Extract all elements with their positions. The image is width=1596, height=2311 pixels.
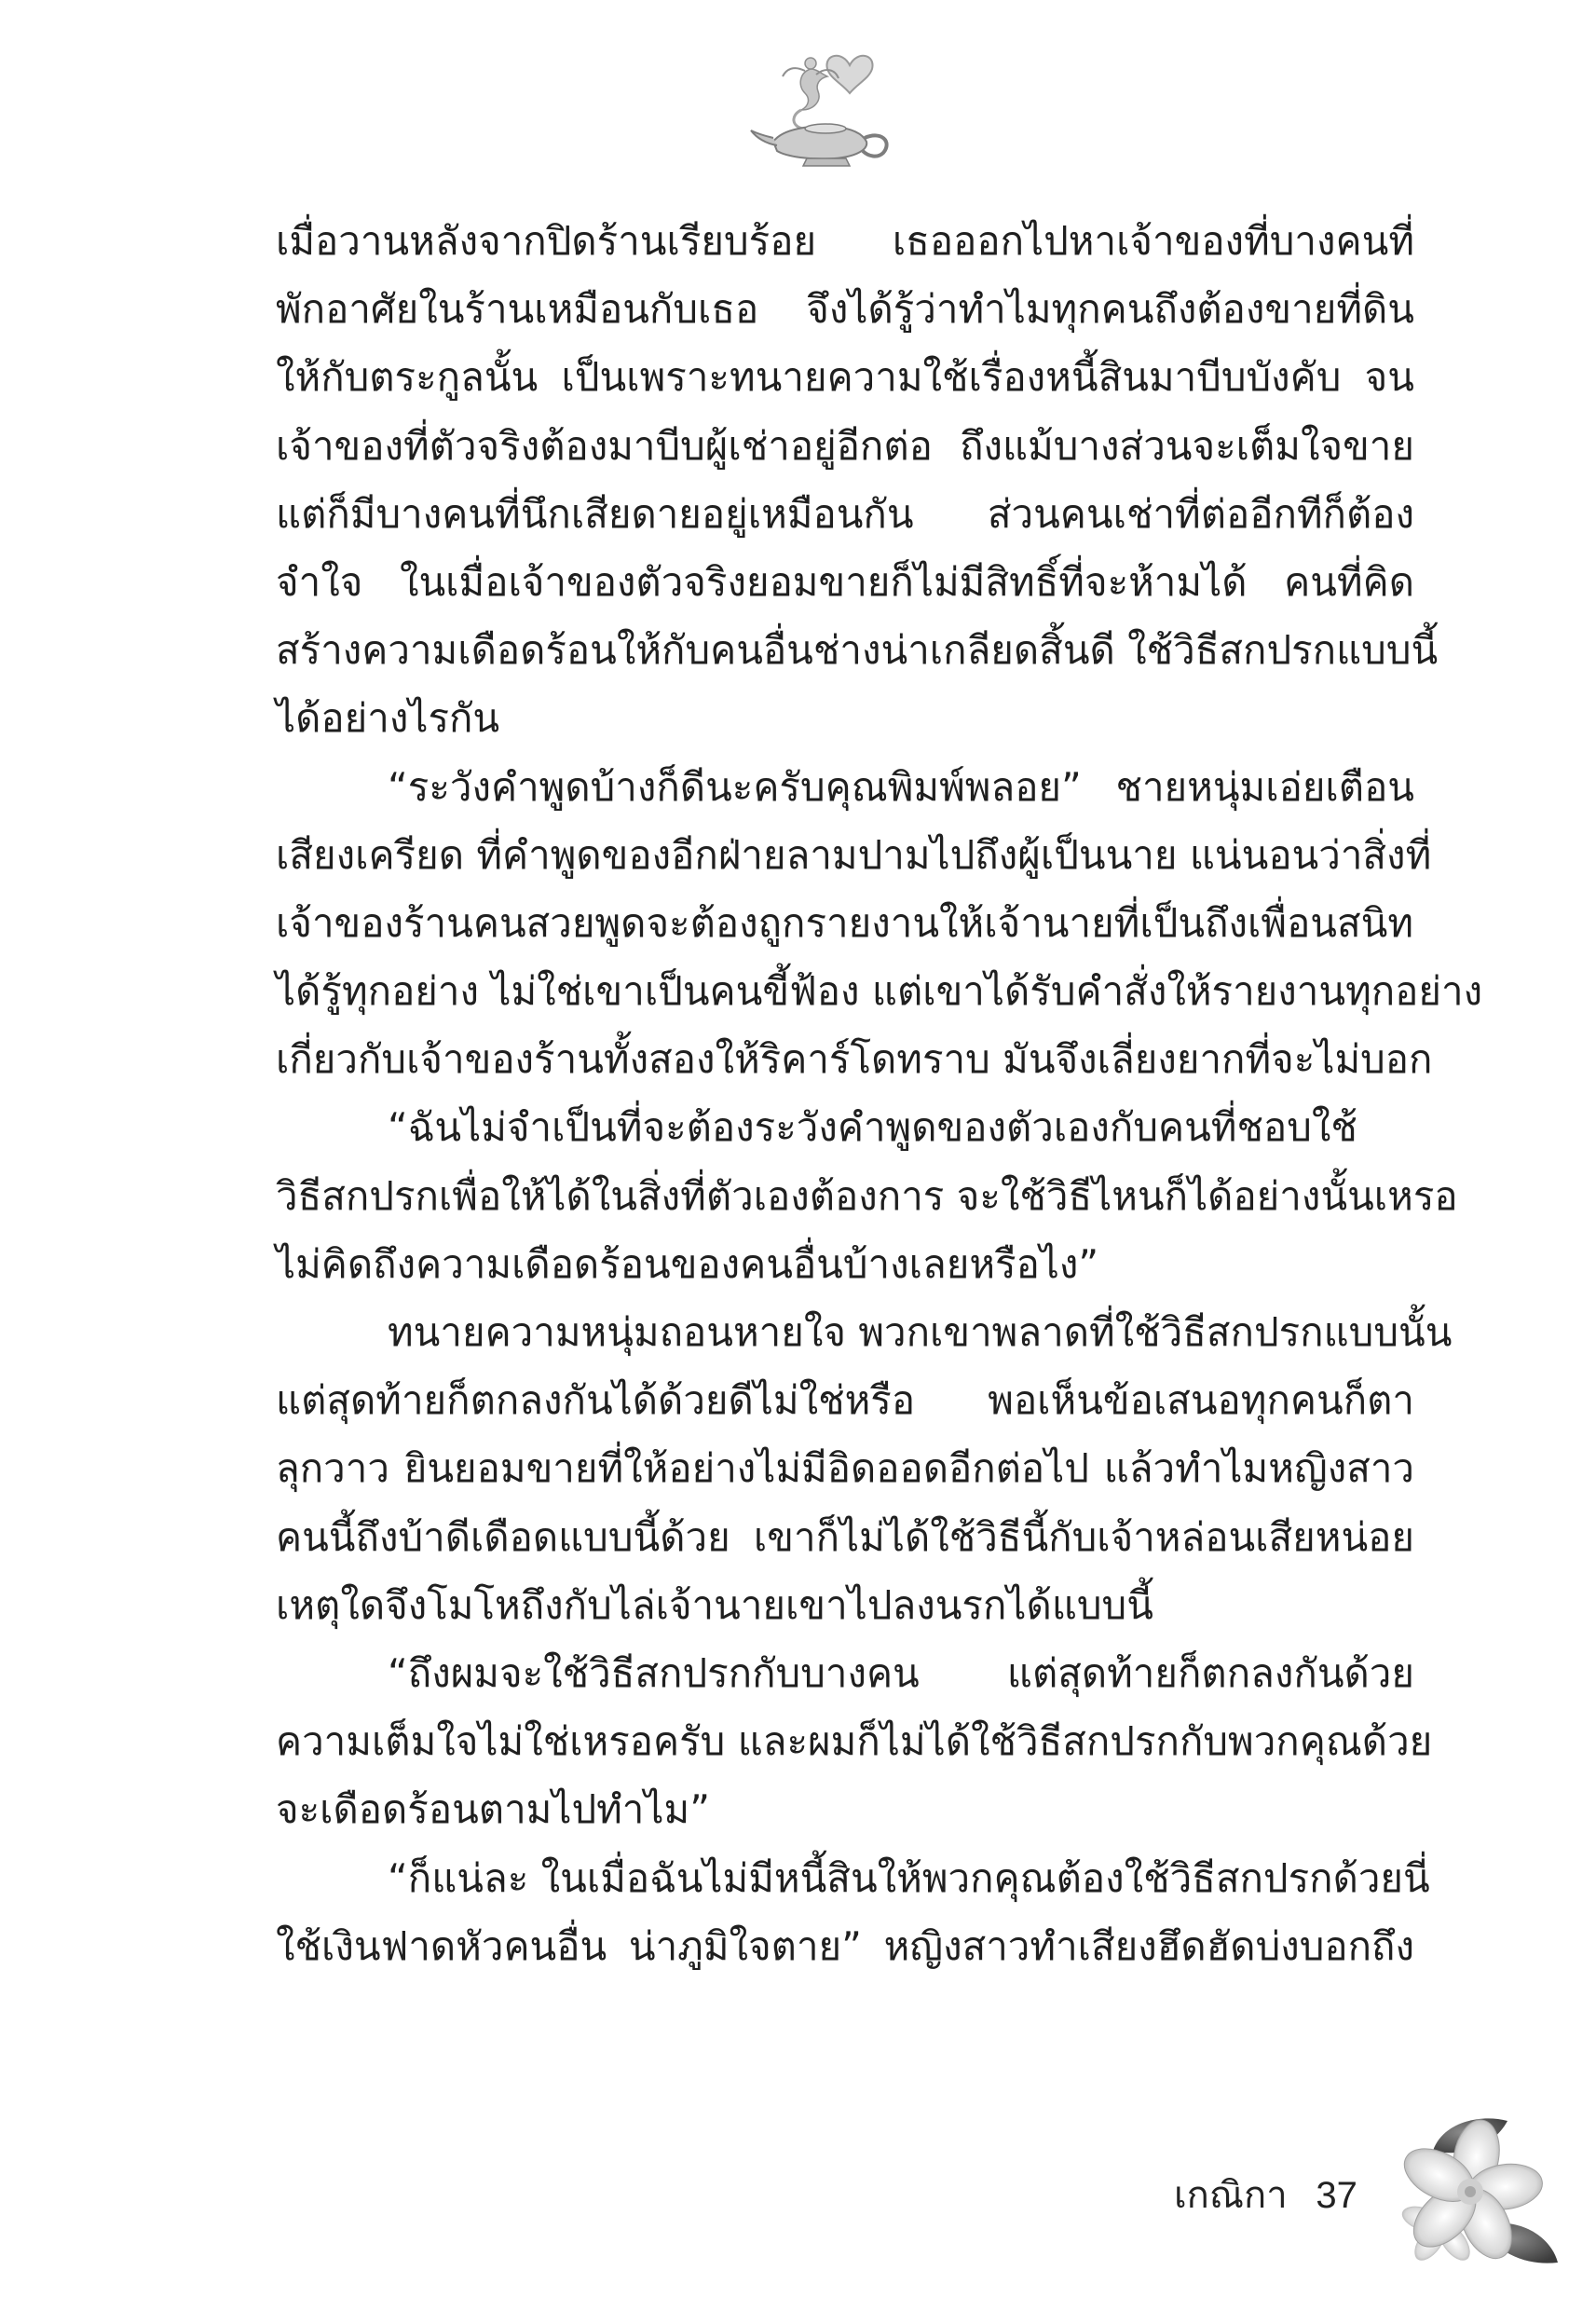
book-title: เกณิกา [1174,2174,1288,2217]
text-line: เจ้าของร้านคนสวยพูดจะต้องถูกรายงานให้เจ้านายที่เป็นถึงเพื่อนสนิท [276,899,1414,946]
text-line: ให้กับตระกูลนั้น เป็นเพราะทนายความใช้เรื่องหนี้สินมาบีบบังคับ จน [276,354,1414,401]
text-line: “ก็แน่ละ ในเมื่อฉันไม่มีหนี้สินให้พวกคุณต้องใช้วิธีสกปรกด้วยนี่ [388,1854,1430,1901]
paragraph [276,753,1483,1094]
text-line: ได้อย่างไรกัน [276,695,500,742]
frangipani-flower-icon [1377,2113,1560,2277]
text-line: เหตุใดจึงโมโหถึงกับไล่เจ้านายเขาไปลงนรกได้แบบนี้ [276,1581,1153,1628]
text-line: “ฉันไม่จำเป็นที่จะต้องระวังคำพูดของตัวเองกับคนที่ชอบใช้ [388,1104,1357,1151]
paragraph [276,1639,1433,1844]
text-line: ไม่คิดถึงความเดือดร้อนของคนอื่นบ้างเลยหรือไง” [276,1240,1099,1287]
paragraph [276,207,1439,753]
text-line: ทนายความหนุ่มถอนหายใจ พวกเขาพลาดที่ใช้วิธีสกปรกแบบนั้น [388,1309,1453,1355]
text-line: ได้รู้ทุกอย่าง ไม่ใช่เขาเป็นคนขี้ฟ้อง แต่เขาได้รับคำสั่งให้รายงานทุกอย่าง [276,968,1483,1015]
page-number: 37 [1316,2175,1357,2216]
text-line: เมื่อวานหลังจากปิดร้านเรียบร้อย เธอออกไปหาเจ้าของที่บางคนที่ [276,218,1414,264]
text-line: ใช้เงินฟาดหัวคนอื่น น่าภูมิใจตาย” หญิงสาวทำเสียงฮึดฮัดบ่งบอกถึง [276,1922,1414,1969]
text-line: วิธีสกปรกเพื่อให้ได้ในสิ่งที่ตัวเองต้องการ จะใช้วิธีไหนก็ได้อย่างนั้นเหรอ [276,1172,1458,1219]
text-line: “ระวังคำพูดบ้างก็ดีนะครับคุณพิมพ์พลอย” ชายหนุ่มเอ่ยเตือน [388,763,1414,810]
genie-lamp-ornament-icon [745,41,913,171]
text-line: ลุกวาว ยินยอมขายที่ให้อย่างไม่มีอิดออดอีกต่อไป แล้วทำไมหญิงสาว [276,1445,1414,1492]
text-line: เสียงเครียด ที่คำพูดของอีกฝ่ายลามปามไปถึงผู้เป็นนาย แน่นอนว่าสิ่งที่ [276,831,1432,878]
text-line: คนนี้ถึงบ้าดีเดือดแบบนี้ด้วย เขาก็ไม่ได้ใช้วิธีนี้กับเจ้าหล่อนเสียหน่อย [276,1513,1414,1560]
text-line: แต่ก็มีบางคนที่นึกเสียดายอยู่เหมือนกัน ส่วนคนเช่าที่ต่ออีกทีก็ต้อง [276,490,1414,537]
text-line: พักอาศัยในร้านเหมือนกับเธอ จึงได้รู้ว่าทำไมทุกคนถึงต้องขายที่ดิน [276,286,1414,333]
text-line: แต่สุดท้ายก็ตกลงกันได้ด้วยดีไม่ใช่หรือ พอเห็นข้อเสนอทุกคนก็ตา [276,1377,1414,1424]
text-line: จำใจ ในเมื่อเจ้าของตัวจริงยอมขายก็ไม่มีสิทธิ์ที่จะห้ามได้ คนที่คิด [276,558,1414,605]
text-line: “ถึงผมจะใช้วิธีสกปรกกับบางคน แต่สุดท้ายก็ตกลงกันด้วย [388,1649,1414,1696]
paragraph [276,1844,1430,1980]
page-footer [1174,2167,1379,2223]
text-line: สร้างความเดือดร้อนให้กับคนอื่นช่างน่าเกลียดสิ้นดี ใช้วิธีสกปรกแบบนี้ [276,627,1439,674]
text-line: เจ้าของที่ตัวจริงต้องมาบีบผู้เช่าอยู่อีกต่อ ถึงแม้บางส่วนจะเต็มใจขาย [276,422,1414,469]
text-line: จะเดือดร้อนตามไปทำไม” [276,1786,710,1833]
paragraph [276,1298,1453,1639]
paragraph [276,1093,1458,1298]
text-line: ความเต็มใจไม่ใช่เหรอครับ และผมก็ไม่ได้ใช้วิธีสกปรกกับพวกคุณด้วย [276,1718,1433,1765]
body-text [276,207,1483,1980]
text-line: เกี่ยวกับเจ้าของร้านทั้งสองให้ริคาร์โดทราบ มันจึงเลี่ยงยากที่จะไม่บอก [276,1036,1433,1083]
